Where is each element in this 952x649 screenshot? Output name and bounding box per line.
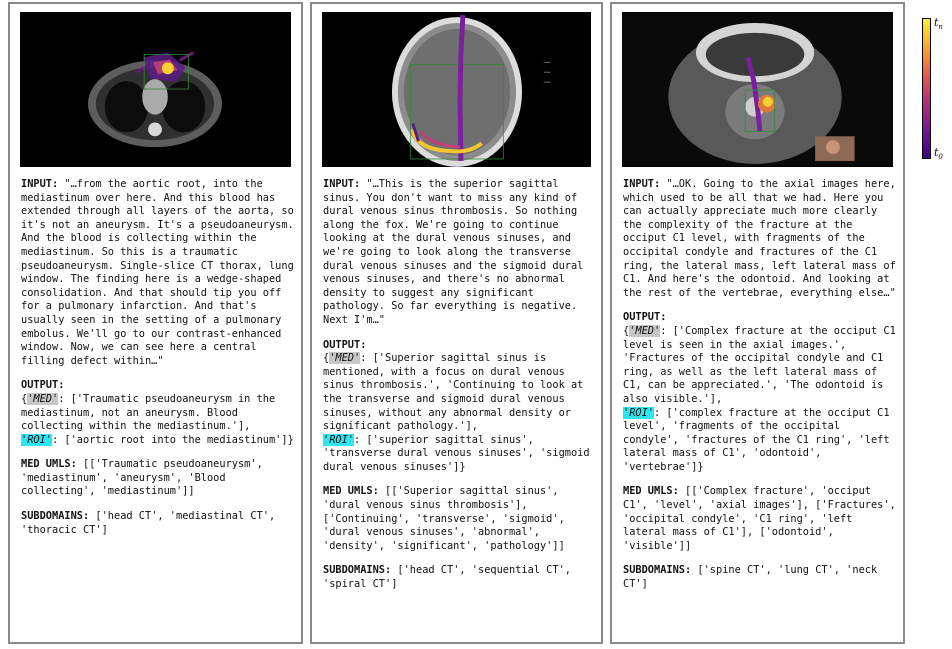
neck-ct-figure — [622, 12, 893, 167]
med-text: : ['Traumatic pseudoaneurysm in the mediastinum, not an aneurysm. Blood collecting within the mediastinum.'], — [21, 392, 276, 433]
subdomains-paragraph — [323, 564, 595, 591]
input-label: INPUT: — [21, 178, 59, 190]
open-brace: { — [21, 392, 28, 405]
input-text: "…OK. Going to the axial images here, which used to be all that we had. Here you can actually appreciate much more clearly the complexity of the fracture at the occiput C1 level, with fragments of the occipital condyle and fractures of the C1 ring, the lateral mass, left lateral mass of C1. And here's the odontoid. And looking at the rest of the vertebrae, everything else…" — [623, 178, 896, 299]
output-label: OUTPUT: — [21, 379, 65, 392]
ct-image-head — [322, 12, 591, 167]
umls-text: [['Traumatic pseudoaneurysm', 'mediastinum', 'aneurysm', 'Blood collecting', 'mediastinum']] — [21, 458, 263, 498]
subdomains-text: ['head CT', 'sequential CT', 'spiral CT'] — [323, 564, 571, 591]
subdomains-paragraph — [21, 510, 295, 537]
roi-key: 'ROI' — [21, 433, 52, 446]
ct-image-neck — [622, 12, 893, 167]
colorbar-bottom-label: $t_0$ — [934, 146, 943, 162]
open-brace: { — [323, 352, 330, 365]
ct-image-thorax — [20, 12, 291, 167]
input-text: "…from the aortic root, into the mediastinum over here. And this blood has extended through all layers of the aorta, so it's not an aneurysm. It's a pseudoaneurysm. And the blood is collecting within the mediastinum. So this is a traumatic pseudoaneurysm. Single-slice CT thorax, lung window. The finding here is a wedge-shaped consolidation. And that should tip you off for a pulmonary infarction. And that's usually seen in the setting of a pulmonary embolus. We'll go to our contrast-enhanced window. Now, we can see here a central filling defect within…" — [21, 178, 294, 367]
output-label: OUTPUT: — [323, 338, 367, 351]
umls-text: [['Superior sagittal sinus', 'dural venous sinus thrombosis'], ['Continuing', 'transverse', 'sigmoid', 'dural venous sinuses', 'abnormal', 'density', 'significant', 'pathology']] — [323, 485, 565, 552]
subdomains-text: ['head CT', 'mediastinal CT', 'thoracic CT'] — [21, 510, 276, 536]
med-text: : ['Complex fracture at the occiput C1 level is seen in the axial images.', 'Fractures of the occipital condyle and C1 ring, as well as the left lateral mass of C1, can be appreciated.', 'The odontoid is also visible.'], — [623, 324, 896, 405]
example-text-block — [623, 178, 897, 603]
output-paragraph — [323, 339, 595, 475]
output-paragraph — [21, 379, 295, 447]
roi-key: 'ROI' — [623, 406, 654, 419]
colorbar-top-label: $t_n$ — [934, 16, 943, 32]
med-key: 'MED' — [629, 324, 661, 337]
umls-text: [['Complex fracture', 'occiput C1', 'level', 'axial images'], ['Fractures', 'occipital condyle', 'C1 ring', 'left lateral mass of C1'], ['odontoid', 'visible']] — [623, 485, 896, 552]
time-colorbar — [922, 18, 931, 159]
subdomains-label: SUBDOMAINS: — [623, 564, 692, 577]
input-paragraph — [623, 178, 897, 300]
umls-paragraph — [21, 458, 295, 499]
subdomains-label: SUBDOMAINS: — [21, 510, 90, 523]
input-paragraph — [323, 178, 595, 328]
example-panel-neck — [610, 2, 905, 644]
input-label: INPUT: — [323, 178, 361, 190]
med-key: 'MED' — [27, 392, 59, 405]
input-text: "…This is the superior sagittal sinus. You don't want to miss any kind of dural venous sinus thrombosis. So nothing along the fox. We're going to continue looking at the dural venous sinuses, and we're going to look along the transverse dural venous sinuses and the sigmoid dural venous sinuses, and there's no abnormal density to suggest any significant pathology. So far everything is negative. Next I'm…" — [323, 178, 584, 326]
head-ct-figure — [322, 12, 591, 167]
input-label: INPUT: — [623, 178, 661, 190]
roi-text: : ['complex fracture at the occiput C1 level', 'fragments of the occipital condyle', 'fractures of the C1 ring', 'left lateral mass of C1', 'odontoid', 'vertebrae']} — [623, 406, 890, 473]
umls-paragraph — [323, 485, 595, 553]
umls-label: MED UMLS: — [323, 485, 379, 498]
subdomains-label: SUBDOMAINS: — [323, 564, 392, 577]
open-brace: { — [623, 324, 630, 337]
example-text-block — [21, 178, 295, 548]
umls-label: MED UMLS: — [623, 485, 679, 498]
roi-text: : ['superior sagittal sinus', 'transverse dural venous sinuses', 'sigmoid dural venous sinuses']} — [323, 433, 590, 473]
roi-key: 'ROI' — [323, 433, 354, 446]
subdomains-paragraph — [623, 564, 897, 591]
subdomains-text: ['spine CT', 'lung CT', 'neck CT'] — [623, 564, 878, 591]
output-label: OUTPUT: — [623, 311, 667, 324]
umls-label: MED UMLS: — [21, 458, 77, 471]
output-paragraph — [623, 311, 897, 474]
input-paragraph — [21, 178, 295, 368]
med-key: 'MED' — [329, 352, 361, 365]
example-panel-thoracic — [8, 2, 303, 644]
example-panel-head — [310, 2, 603, 644]
thoracic-ct-figure — [20, 12, 291, 167]
umls-paragraph — [623, 485, 897, 553]
roi-text: : ['aortic root into the mediastinum']} — [52, 433, 294, 446]
example-text-block — [323, 178, 595, 603]
med-text: : ['Superior sagittal sinus is mentioned, with a focus on dural venous sinus thrombosis.', 'Continuing to look at the transverse and sigmoid dural venous sinuses, without any abnormal density or significant pathology.'], — [323, 352, 584, 433]
